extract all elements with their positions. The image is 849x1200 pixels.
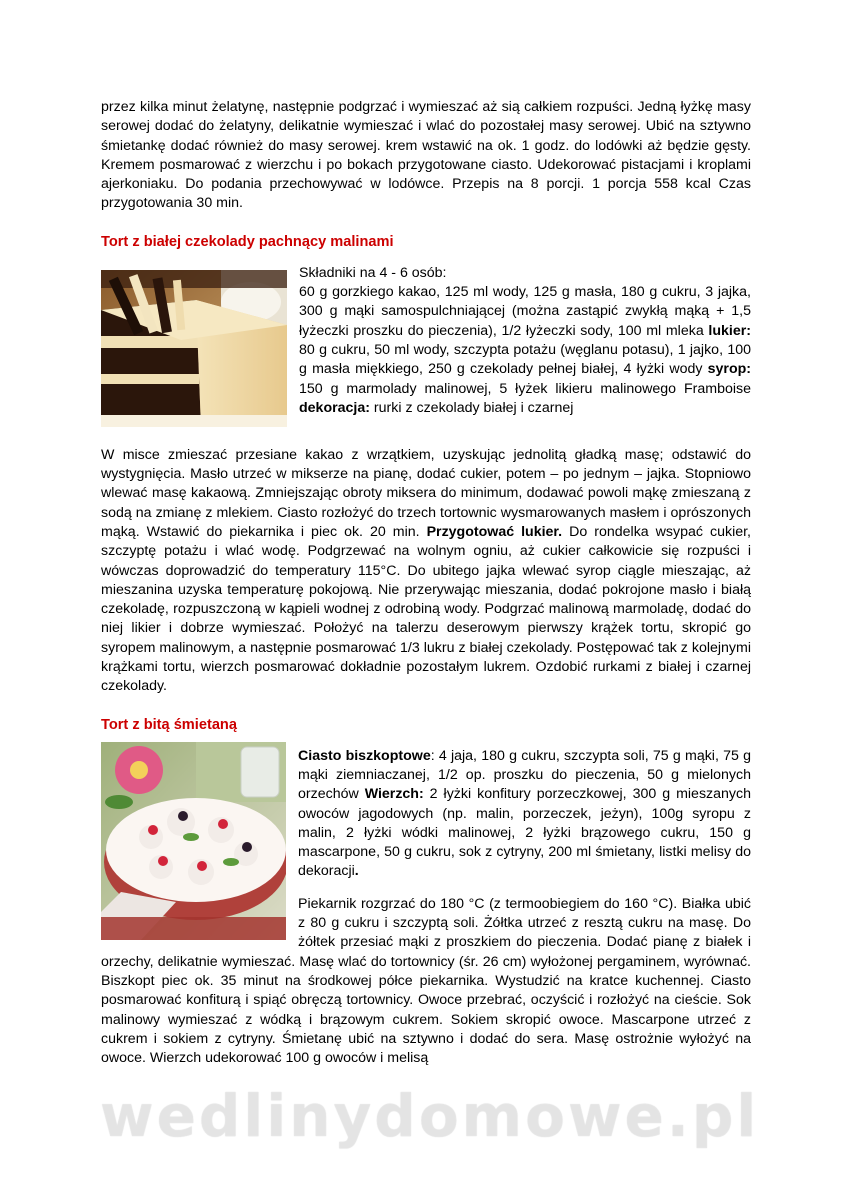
site-watermark: wedlinydomowe.pl <box>100 1082 760 1150</box>
method-part-b: Do rondelka wsypać cukier, szczyptę potażu i wlać wodę. Podgrzewać na wolnym ogniu, aż cukier całkowicie się rozpuści i wówczas doprowadzić do temperatury 115°C. Do ubitego jajka wlewać syrop ciągle mieszając, aż mieszanina uzyska temperaturę pokojową. Nie przerywając mieszania, dodać pokrojone masło i białą czekoladę, rozpuszczoną w kąpieli wodnej z odrobiną wody. Podgrzać malinową marmoladę, dodać do niej likier i dobrze wymieszać. Położyć na talerzu deserowym pierwszy krążek tortu, skropić go syropem malinowym, a następnie posmarować 1/3 lukru z białej czekolady. Postępować tak z kolejnymi krążkami tortu, wierzch posmarować dokładnie pozostałym lukrem. Ozdobić rurkami z białej i czarnej czekolady. <box>101 523 751 695</box>
ingredients-syrop: 150 g marmolady malinowej, 5 łyżek likieru malinowego Framboise <box>299 380 751 397</box>
method-label-lukier: Przygotować lukier. <box>426 523 563 540</box>
recipe1-method <box>101 446 751 697</box>
recipe1-title: Tort z białej czekolady pachnący malinami <box>101 233 394 250</box>
label-lukier: lukier: <box>708 322 751 339</box>
document-page <box>101 98 751 1068</box>
ingredients-dekoracja: rurki z czekolady białej i czarnej <box>369 399 574 416</box>
recipe1-ingredients-block <box>101 264 751 429</box>
ingredients-top-end: . <box>354 863 359 880</box>
label-top: Wierzch: <box>364 786 424 803</box>
label-sponge: Ciasto biszkoptowe <box>298 747 431 764</box>
ingredients-base: 60 g gorzkiego kakao, 125 ml wody, 125 g masła, 180 g cukru, 3 jajka, 300 g mąki samospulchniającej (można zastąpić zwykłą mąką + 1,5 łyżeczki proszku do pieczenia), 1/2 łyżeczki sody, 100 ml mleka <box>299 284 751 339</box>
label-dekoracja: dekoracja: <box>299 399 370 416</box>
method-part-a: W misce zmieszać przesiane kakao z wrzątkiem, uzyskując jednolitą gładką masę; odstawić do wystygnięcia. Masło utrzeć w mikserze na pianę, dodać cukier, potem – po jednym – jajka. Stopniowo wlewać masę kakaową. Zmniejszając obroty miksera do minimum, dodawać powoli mąkę zmieszaną z sodą na zmianę z mlekiem. Ciasto rozłożyć do trzech tortownic wysmarowanych masłem i oprószonych mąką. Wstawić do piekarnika i piec ok. 20 min. <box>101 446 751 540</box>
recipe2-method: Piekarnik rozgrzać do 180 °C (z termoobiegiem do 160 °C). Białka ubić z 80 g cukru i szczyptą soli. Żółtka utrzeć z resztą cukru na masę. Do żółtek przesiać mąki z proszkiem do pieczenia. Dodać pianę z białek i orzechy, delikatnie wymieszać. Masę wlać do tortownicy (śr. 26 cm) wyłożonej pergaminem, wyrównać. Biszkopt piec ok. 35 minut na środkowej półce piekarnika. Wystudzić na kratce kuchennej. Ciasto posmarować konfiturą i spiąć obręczą tortownicy. Owoce przebrać, oczyścić i rozłożyć na cieście. Sok malinowy wymieszać z wódką i brązowym cukrem. Sokiem skropić owoce. Mascarpone utrzeć z cukrem i sokiem z cytryny. Śmietanę ubić na sztywno i dodać do sera. Masę ostrożnie wyłożyć na owoce. Wierzch udekorować 100 g owoców i melisą <box>101 895 751 1067</box>
ingredients-lukier: 80 g cukru, 50 ml wody, szczypta potażu (węglanu potasu), 1 jajko, 100 g masła miękkiego, 250 g czekolady pełnej białej, 4 łyżki wody <box>299 341 751 378</box>
berry-cream-cake-photo <box>101 742 286 940</box>
recipe2-block <box>101 739 751 1069</box>
ingredients-sponge: : 4 jaja, 180 g cukru, szczypta soli, 75 g mąki, 75 g mąki ziemniaczanej, 1/2 op. proszku do pieczenia, 50 g mielonych orzechów <box>298 747 751 803</box>
chocolate-cake-photo <box>101 270 287 427</box>
recipe1-servings: Składniki na 4 - 6 osób: <box>299 264 447 281</box>
recipe2-title: Tort z bitą śmietaną <box>101 716 237 733</box>
ingredients-top: 2 łyżki konfitury porzeczkowej, 300 g mieszanych owoców jagodowych (np. malin, porzeczek, jeżyn), 100g syropu z malin, 2 łyżki wódki malinowej, 2 łyżki brązowego cukru, 150 g mascarpone, 50 g cukru, sok z cytryny, 200 ml śmietany, listki melisy do dekoracji <box>298 786 751 880</box>
label-syrop: syrop: <box>707 361 751 378</box>
intro-paragraph: przez kilka minut żelatynę, następnie podgrzać i wymieszać aż sią całkiem rozpuści. Jedną łyżkę masy serowej dodać do żelatyny, delikatnie wymieszać i wlać do pozostałej masy serowej. Ubić na sztywno śmietankę dodać również do masy serowej. krem wstawić na ok. 1 godz. do lodówki aż będzie gęsty. Kremem posmarować z wierzchu i po bokach przygotowane ciasto. Udekorować pistacjami i kroplami ajerkoniaku. Do podania przechowywać w lodówce. Przepis na 8 porcji. 1 porcja 558 kcal Czas przygotowania 30 min. <box>101 99 751 212</box>
